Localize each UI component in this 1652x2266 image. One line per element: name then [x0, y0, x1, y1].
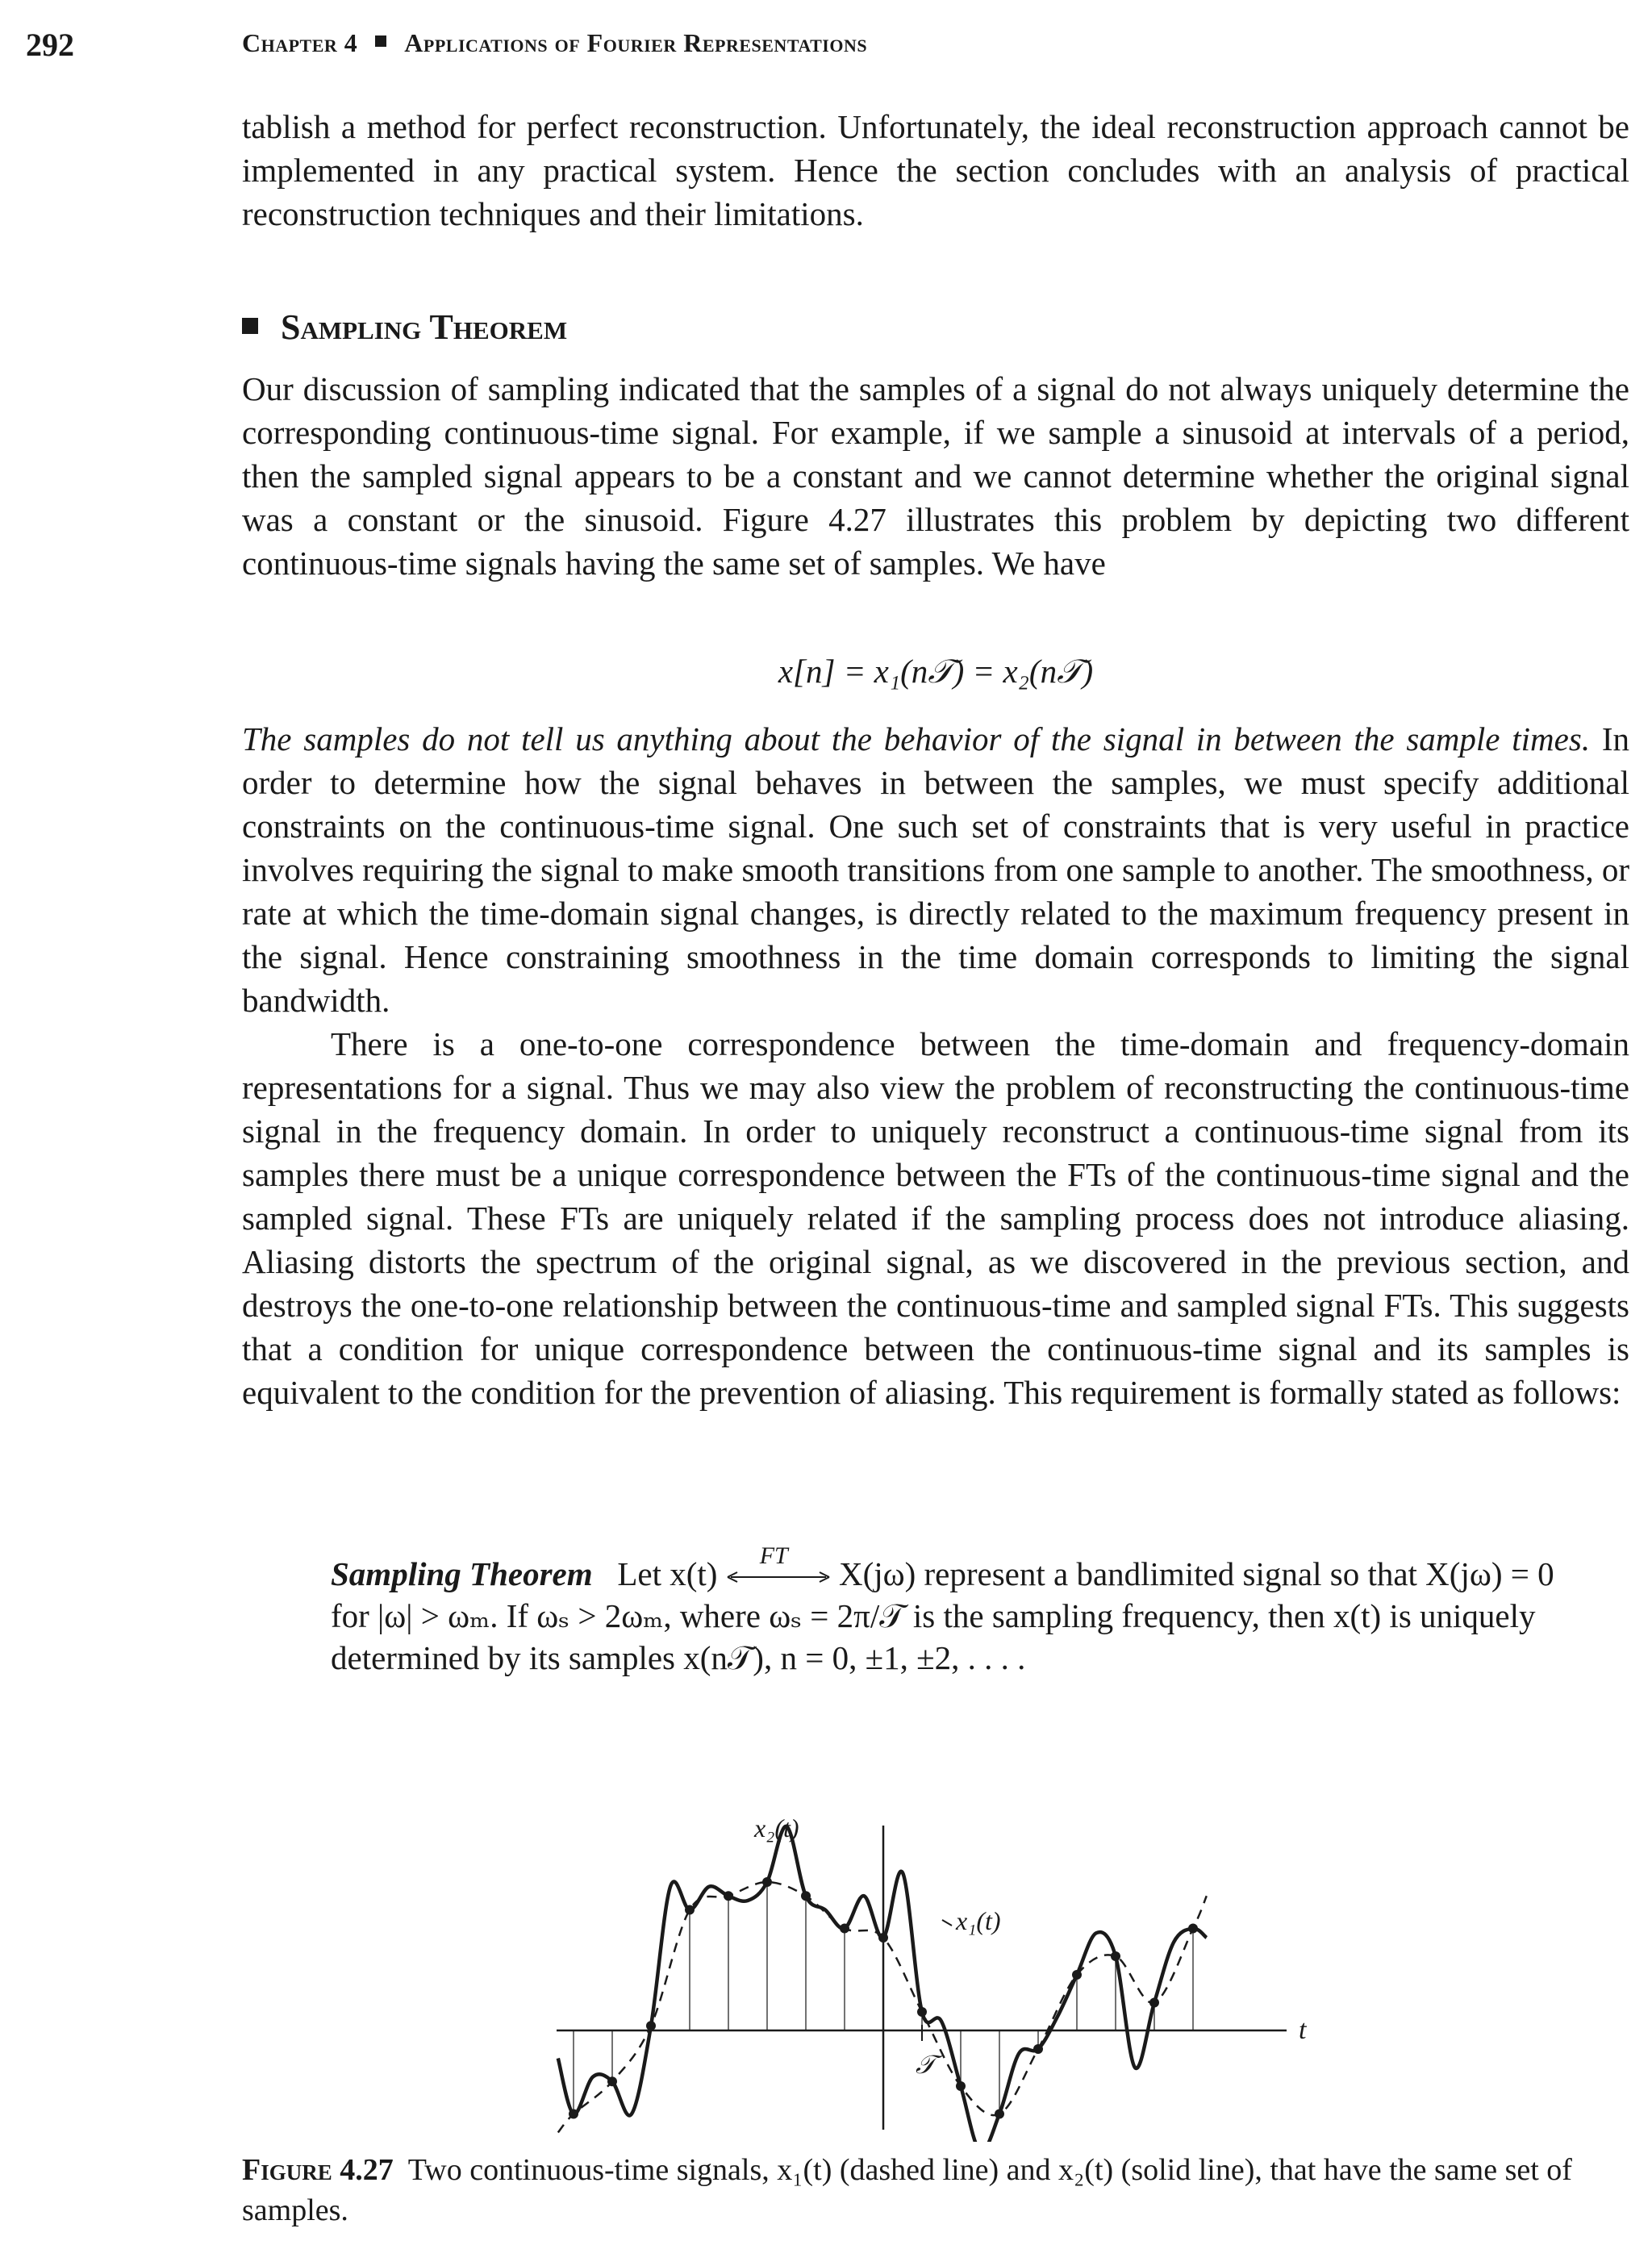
sample-dot [801, 1891, 811, 1901]
running-head-title: Applications of Fourier Representations [404, 28, 868, 57]
running-head [242, 28, 867, 58]
sample-dot [607, 2076, 617, 2086]
section-heading [242, 307, 567, 348]
label-x2: x₂(t) [754, 1819, 799, 1842]
sample-dot [1149, 1998, 1159, 2008]
caption-text: Two continuous-time signals, x₁(t) (dashed line) and x₂(t) (solid line), that have the same set of samples. [242, 2153, 1572, 2227]
sample-dot [1111, 1951, 1120, 1961]
sample-dot [724, 1891, 733, 1901]
page-number: 292 [26, 27, 74, 63]
label-x1: x₁(t) [956, 1906, 1001, 1935]
intro-paragraph: tablish a method for perfect reconstruction. Unfortunately, the ideal reconstruction approach cannot be implemented in any practical system. Hence the section concludes with an analysis of practical reconstruction techniques and their limitations. [242, 108, 1629, 232]
theorem-text-start: Let x(t) [617, 1555, 718, 1592]
body-paragraph-2 [242, 717, 1629, 1022]
bullet-square-icon [242, 318, 258, 334]
sample-dot [956, 2081, 966, 2091]
figure-4-27 [549, 1819, 1323, 2142]
label-t: t [1299, 2015, 1307, 2045]
ft-arrow-label: FT [759, 1542, 788, 1569]
sample-dot [840, 1924, 849, 1934]
bullet-square-icon [375, 35, 386, 47]
equation: x[n] = x₁(n𝒯) = x₂(n𝒯) [778, 653, 1094, 690]
running-head-chapter: Chapter 4 [242, 28, 358, 57]
sample-dot [878, 1933, 888, 1943]
sample-dot [917, 2007, 927, 2017]
emphasis-text: The samples do not tell us anything about the behavior of the signal in between the sample times. [242, 720, 1591, 757]
theorem-block [331, 1542, 1557, 1679]
sample-dot [1188, 1924, 1198, 1934]
theorem-title: Sampling Theorem [331, 1555, 593, 1592]
label-T: 𝒯 [916, 2050, 936, 2079]
section-heading-text: Sampling Theorem [281, 307, 568, 347]
sample-dot [995, 2110, 1004, 2119]
double-arrow-icon [726, 1571, 831, 1584]
body-paragraph-1: Our discussion of sampling indicated that the samples of a signal do not always uniquely determine the corresponding continuous-time signal. For example, if we sample a sinusoid at intervals of a period, then the sampled signal appears to be a constant and we cannot determine whether the original signal was a constant or the sinusoid. Figure 4.27 illustrates this problem by depicting two different continuous-time signals having the same set of samples. We have [242, 370, 1629, 582]
body-paragraph-3 [242, 1022, 1629, 1414]
sample-dot [1033, 2044, 1043, 2054]
sample-dot [685, 1905, 695, 1915]
sample-dot [646, 2021, 656, 2030]
theorem-text-end: X(jω) represent a bandlimited signal so that X(jω) = 0 for |ω| > ωₘ. If ωₛ > 2ωₘ, where ωₛ = 2π/𝒯 is the sampling frequency, then x(t) is uniquely determined by its samples x(n𝒯), n = 0, ±1, ±2, . . . . [331, 1555, 1554, 1676]
body-paragraph-3-text: There is a one-to-one correspondence between the time-domain and frequency-domain representations for a signal. Thus we may also view the problem of reconstructing the continuous-time signal in the frequency domain. In order to uniquely reconstruct a continuous-time signal from its samples there must be a unique correspondence between the FTs of the continuous-time signal and the sampled signal. These FTs are uniquely related if the sampling process does not introduce aliasing. Aliasing distorts the spectrum of the original signal, as we discovered in the previous section, and destroys the one-to-one relationship between the continuous-time and sampled signal FTs. This suggests that a condition for unique correspondence between the continuous-time signal and its samples is equivalent to the condition for the prevention of aliasing. This requirement is formally stated as follows: [242, 1025, 1629, 1411]
sample-dot [1072, 1970, 1082, 1980]
sample-dot [762, 1877, 772, 1887]
ft-pair-arrow [726, 1542, 831, 1587]
body-paragraph-2-text: In order to determine how the signal behaves in between the samples, we must specify additional constraints on the continuous-time signal. One such set of constraints that is very useful in practice involves requiring the signal to make smooth transitions from one sample to another. The smoothness, or rate at which the time-domain signal changes, is directly related to the maximum frequency present in the signal. Hence constraining smoothness in the time domain corresponds to limiting the signal bandwidth. [242, 720, 1629, 1019]
label-x1-leader [942, 1920, 952, 1926]
caption-label: Figure 4.27 [242, 2153, 394, 2187]
sample-dot [569, 2110, 578, 2119]
figure-caption [242, 2150, 1629, 2231]
